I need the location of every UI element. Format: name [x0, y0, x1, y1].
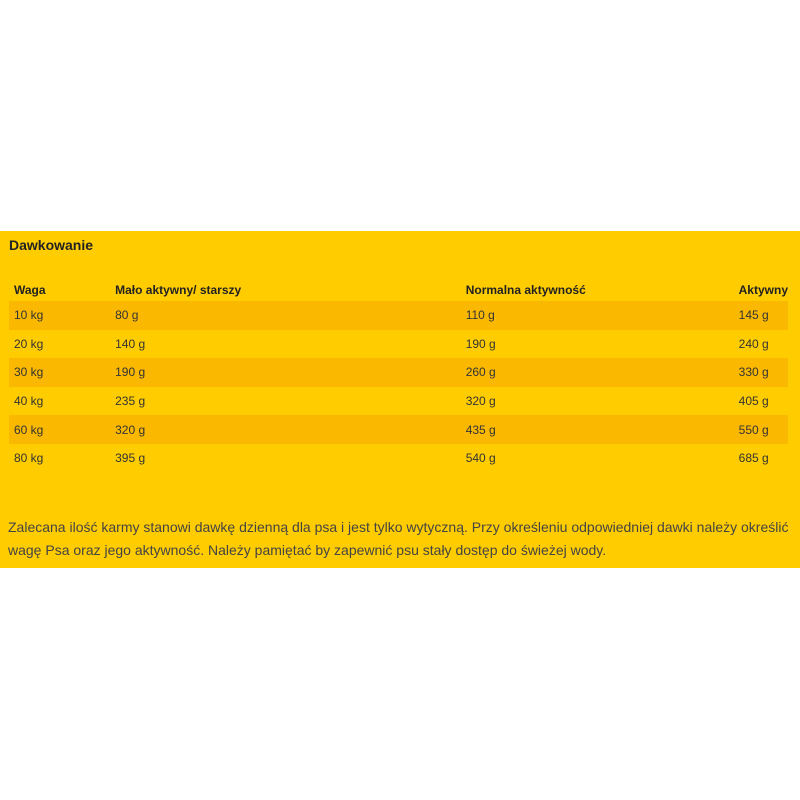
table-row	[9, 387, 788, 416]
cell-active: 330 g	[739, 358, 788, 387]
header-low-activity: Mało aktywny/ starszy	[115, 283, 242, 297]
cell-normal-activity: 435 g	[466, 415, 739, 444]
table-row	[9, 358, 788, 387]
table-row	[9, 444, 788, 473]
cell-weight: 20 kg	[14, 336, 44, 351]
cell-active: 145 g	[739, 301, 788, 330]
cell-weight: 40 kg	[14, 394, 44, 409]
header-weight: Waga	[14, 283, 46, 297]
cell-active: 685 g	[738, 451, 769, 466]
cell-low-activity: 320 g	[115, 415, 466, 444]
cell-weight: 60 kg	[9, 415, 115, 444]
cell-low-activity: 140 g	[115, 336, 146, 351]
dosage-table	[9, 259, 788, 473]
dosage-note: Zalecana ilość karmy stanowi dawkę dzienną dla psa i jest tylko wytyczną. Przy określeniu odpowiedniej dawki należy określić wagę Psa oraz jego aktywność. Należy pamiętać by zapewnić psu stały dostęp do świeżej wody.	[8, 519, 789, 558]
cell-normal-activity: 540 g	[465, 451, 496, 466]
cell-low-activity: 395 g	[115, 451, 146, 466]
table-row	[9, 415, 788, 444]
cell-weight: 30 kg	[9, 358, 115, 387]
cell-low-activity: 80 g	[115, 301, 466, 330]
dosage-panel	[0, 231, 800, 568]
cell-low-activity: 235 g	[115, 394, 146, 409]
cell-normal-activity: 320 g	[465, 394, 496, 409]
cell-active: 405 g	[738, 394, 769, 409]
cell-normal-activity: 110 g	[466, 301, 739, 330]
dosage-title: Dawkowanie	[9, 237, 94, 253]
header-normal-activity: Normalna aktywność	[465, 283, 586, 297]
table-row	[9, 330, 788, 359]
cell-active: 550 g	[739, 415, 788, 444]
cell-low-activity: 190 g	[115, 358, 466, 387]
cell-active: 240 g	[738, 336, 769, 351]
cell-normal-activity: 260 g	[466, 358, 739, 387]
cell-normal-activity: 190 g	[465, 336, 496, 351]
cell-weight: 80 kg	[14, 451, 44, 466]
table-header-row	[9, 259, 788, 301]
cell-weight: 10 kg	[9, 301, 115, 330]
header-active: Aktywny	[738, 283, 788, 297]
table-row	[9, 301, 788, 330]
